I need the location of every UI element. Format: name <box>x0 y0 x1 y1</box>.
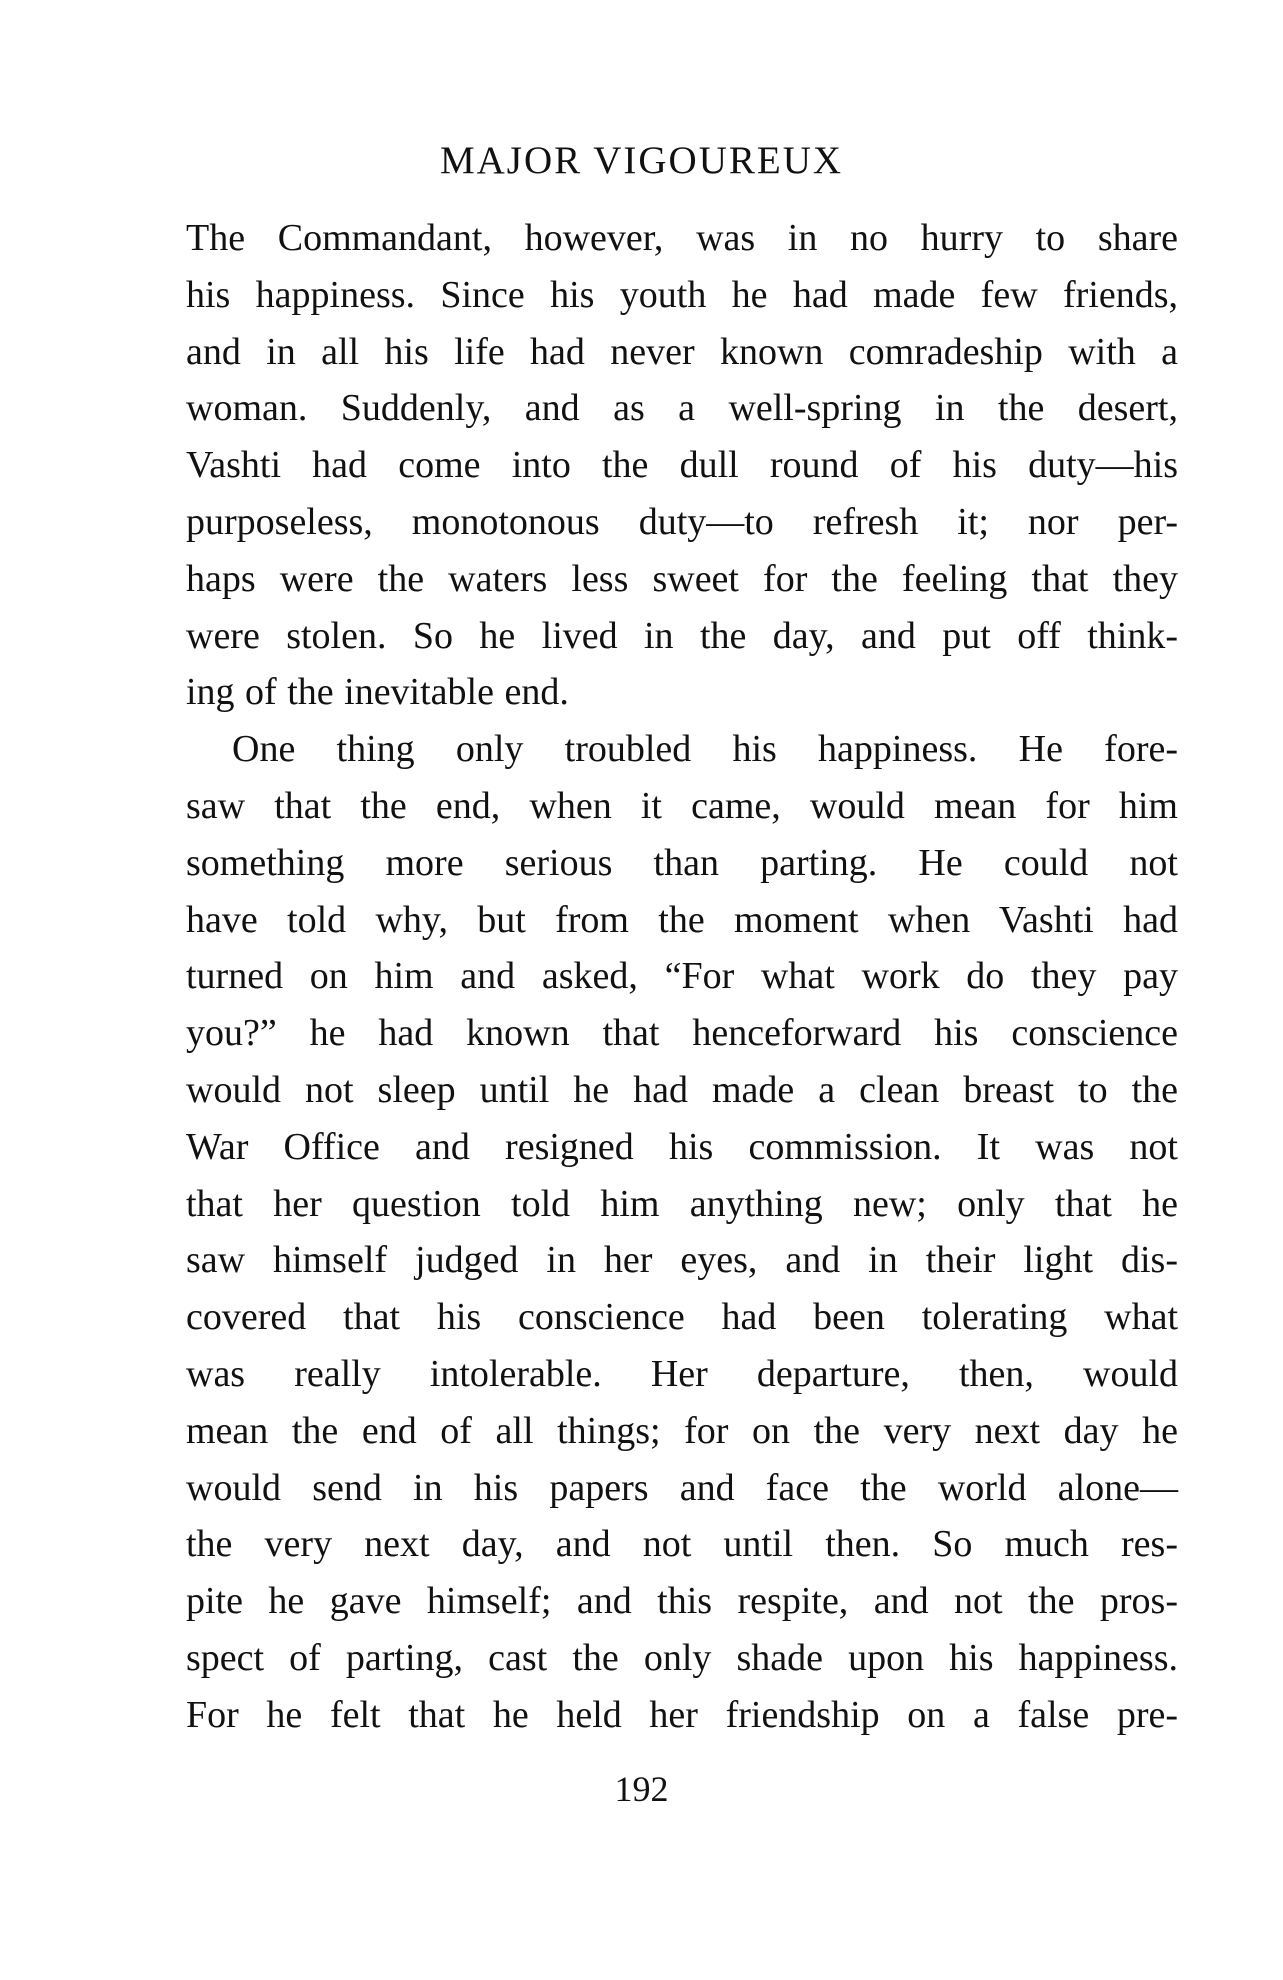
page-number: 192 <box>614 1769 669 1809</box>
text-line: you?” he had known that henceforward his conscience <box>186 1012 1178 1055</box>
text-line: would send in his papers and face the world alone— <box>186 1466 1178 1509</box>
text-line: would not sleep until he had made a clean breast to the <box>186 1068 1178 1111</box>
text-line: One thing only troubled his happiness. He fore- <box>232 728 1178 771</box>
text-line: saw that the end, when it came, would mean for him <box>186 784 1178 827</box>
text-line: turned on him and asked, “For what work do they pay <box>186 955 1178 998</box>
text-line: The Commandant, however, was in no hurry to share <box>186 217 1178 259</box>
text-line: woman. Suddenly, and as a well-spring in the desert, <box>186 387 1178 430</box>
text-line: ing of the inevitable end. <box>186 671 569 714</box>
text-line: was really intolerable. Her departure, then, would <box>186 1352 1178 1395</box>
body-text <box>186 210 1178 1744</box>
text-line: haps were the waters less sweet for the feeling that they <box>186 557 1178 600</box>
text-line: and in all his life had never known comradeship with a <box>186 330 1178 373</box>
text-line: mean the end of all things; for on the very next day he <box>186 1409 1178 1452</box>
text-line: saw himself judged in her eyes, and in their light dis- <box>186 1239 1178 1282</box>
text-line: Vashti had come into the dull round of his duty—his <box>186 444 1178 487</box>
text-line: pite he gave himself; and this respite, and not the pros- <box>186 1580 1178 1623</box>
text-line: something more serious than parting. He could not <box>186 841 1178 884</box>
text-line: purposeless, monotonous duty—to refresh it; nor per- <box>186 500 1178 543</box>
text-line: the very next day, and not until then. So much res- <box>186 1523 1178 1566</box>
text-line: have told why, but from the moment when Vashti had <box>186 898 1178 941</box>
text-line: covered that his conscience had been tolerating what <box>186 1296 1178 1339</box>
text-line: War Office and resigned his commission. It was not <box>186 1125 1178 1168</box>
text-line: spect of parting, cast the only shade upon his happiness. <box>186 1636 1178 1679</box>
text-line: were stolen. So he lived in the day, and put off think- <box>186 614 1178 657</box>
text-line: his happiness. Since his youth he had made few friends, <box>186 273 1178 316</box>
text-line: that her question told him anything new; only that he <box>186 1182 1178 1225</box>
text-line: For he felt that he held her friendship on a false pre- <box>186 1693 1178 1736</box>
running-head: MAJOR VIGOUREUX <box>439 139 844 182</box>
